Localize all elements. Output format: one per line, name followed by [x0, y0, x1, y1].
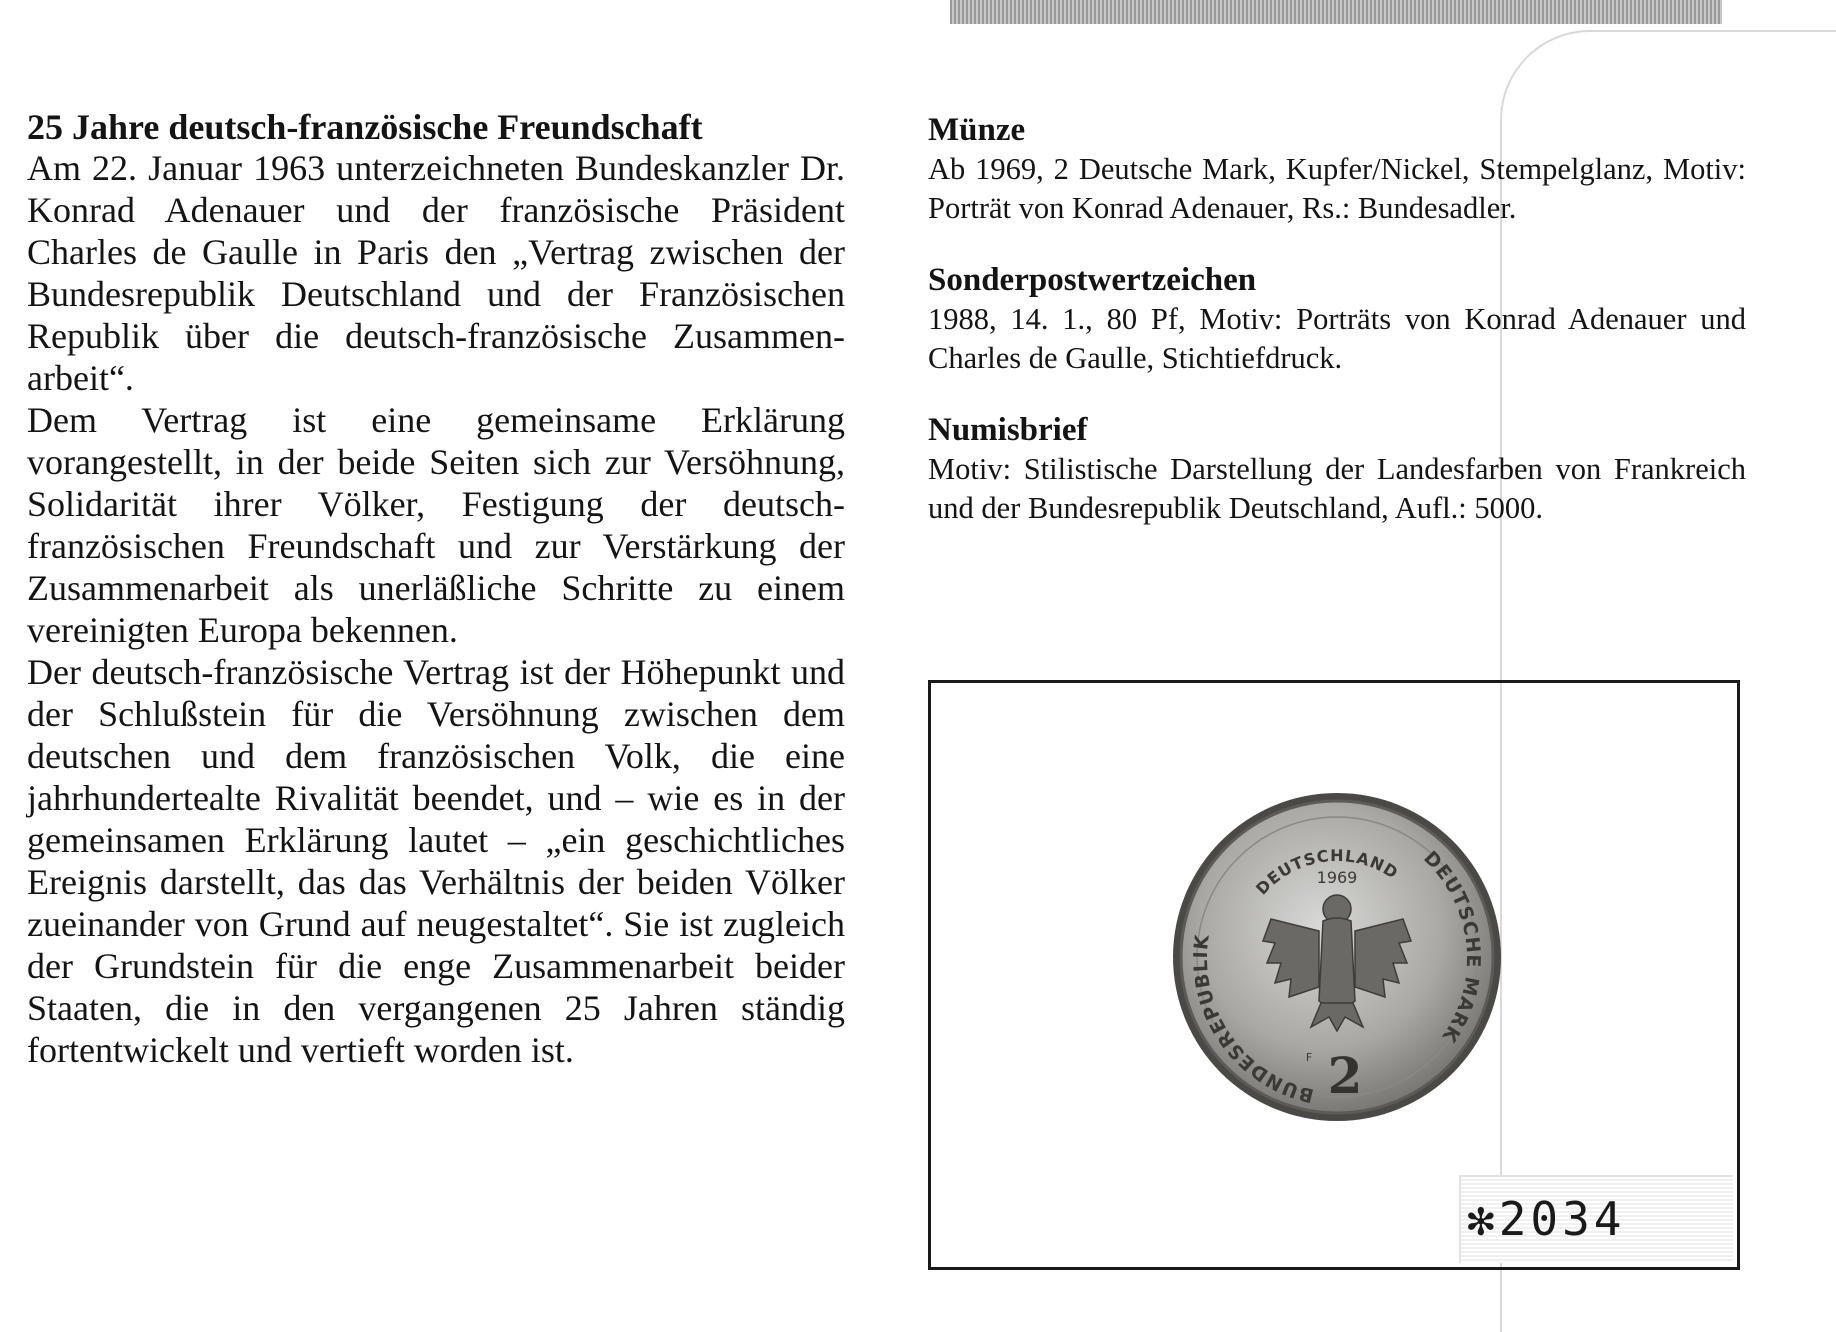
- numisbrief-section: [928, 410, 1746, 528]
- article-paragraph-3: Der deutsch-französische Vertrag ist der Höhepunkt und der Schlußstein für die Versöhnung zwischen dem deutschen und dem französischen Volk, die eine jahrhundertealte Rivalität beendet, und – wie es in der gemeinsamen Erklärung lautet – „ein geschichtliches Ereignis darstellt, das das Verhältnis der beiden Völker zueinander von Grund auf neugestaltet“. Sie ist zugleich der Grundstein für die enge Zusammenarbeit beider Staaten, die in den vergangenen 25 Jahren ständig fortentwickelt und vertieft worden ist.: [27, 652, 845, 1070]
- coin-section: [928, 110, 1746, 228]
- coin-legend-left: BUNDESREPUBLIK: [1189, 932, 1317, 1107]
- main-article: [27, 107, 845, 1071]
- article-body: [27, 147, 845, 1071]
- article-title: 25 Jahre deutsch-französische Freundschaft: [27, 107, 703, 147]
- coin-legend-top: DEUTSCHLAND: [1252, 845, 1402, 899]
- details-column: [928, 110, 1746, 560]
- serial-number-box: [1459, 1175, 1733, 1263]
- stamp-section-text: 1988, 14. 1., 80 Pf, Motiv: Porträts von Konrad Adenauer und Charles de Gaulle, Stichtiefdruck.: [928, 302, 1746, 375]
- top-edge-stamp-strip: [950, 0, 1722, 24]
- coin-section-title: Münze: [928, 112, 1026, 148]
- coin-window-frame: [928, 680, 1740, 1270]
- coin-mint-mark: F: [1305, 1051, 1313, 1064]
- article-paragraph-2: Dem Vertrag ist eine gemeinsame Erklärung vorangestellt, in der beide Seiten sich zur Versöhnung, Solidarität ihrer Völker, Festigung der deutsch-französischen Freundschaft und zur Verstärkung der Zusammenarbeit als unerläßliche Schritte zu einem vereinigten Europa bekennen.: [27, 400, 845, 650]
- coin-legend-right: DEUTSCHE MARK: [1419, 846, 1485, 1047]
- coin-year: 1969: [1316, 868, 1358, 887]
- two-mark-coin: [1171, 791, 1503, 1123]
- stamp-section-title: Sonderpostwertzeichen: [928, 262, 1257, 298]
- coin-section-text: Ab 1969, 2 Deutsche Mark, Kupfer/Nickel, Stempelglanz, Motiv: Porträt von Konrad Adenauer, Rs.: Bundesadler.: [928, 152, 1746, 225]
- article-paragraph-1: Am 22. Januar 1963 unterzeichneten Bundeskanzler Dr. Konrad Adenauer und der französische Präsident Charles de Gaulle in Paris den „Vertrag zwischen der Bundesrepublik Deutschland und der Französischen Republik über die deutsch-französische Zusammenarbeit“.: [27, 148, 845, 398]
- coin-value: 2: [1327, 1046, 1363, 1105]
- serial-number: ✻2034: [1467, 1192, 1626, 1246]
- numisbrief-section-text: Motiv: Stilistische Darstellung der Landesfarben von Frankreich und der Bundesrepublik Deutschland, Aufl.: 5000.: [928, 452, 1746, 525]
- stamp-section: [928, 260, 1746, 378]
- numisbrief-section-title: Numisbrief: [928, 412, 1088, 448]
